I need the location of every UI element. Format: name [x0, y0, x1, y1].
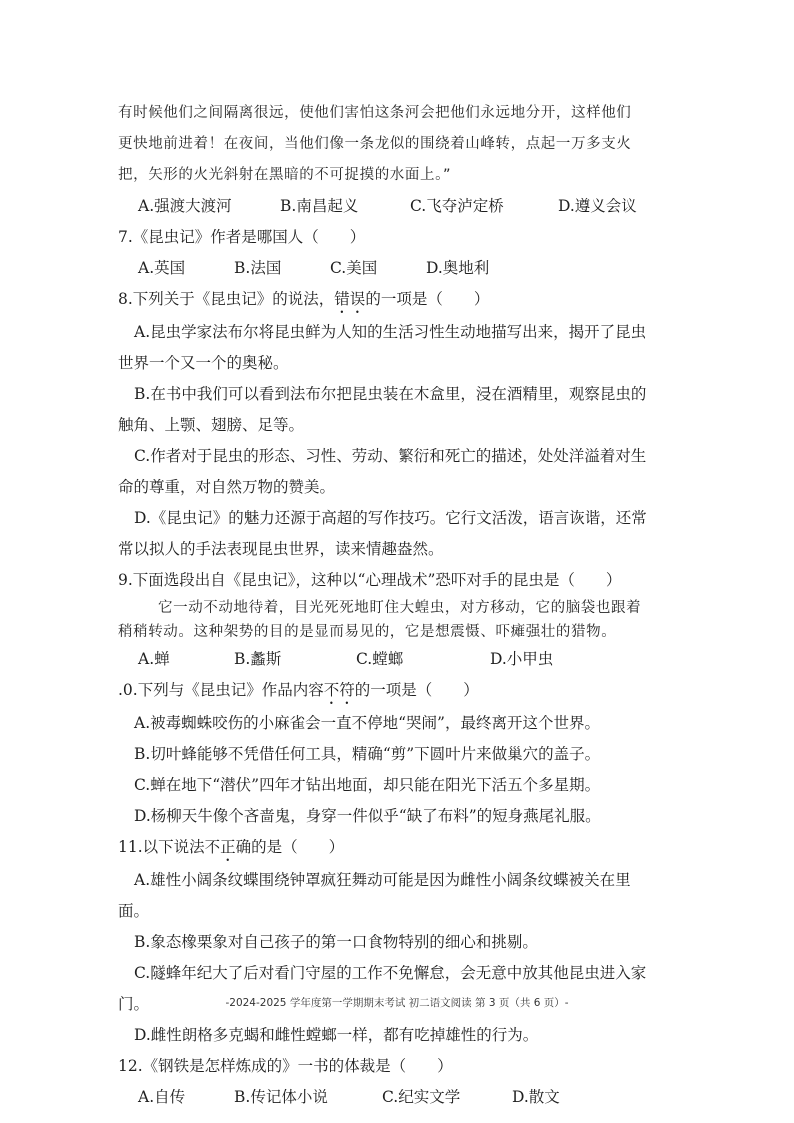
- q10-option-b: B.切叶蜂能够不凭借任何工具，精确“剪”下圆叶片来做巢穴的盖子。: [134, 745, 601, 763]
- passage-line-3: 把，矢形的火光斜射在黑暗的不可捉摸的水面上。”: [118, 167, 452, 183]
- passage-line-1: 有时候他们之间隔离很远，使他们害怕这条河会把他们永远地分开，这样他们: [118, 105, 632, 121]
- q9-stem: 9.下面选段出自《昆虫记》，这种以“心理战术”恐吓对手的昆虫是（ ）: [118, 571, 622, 589]
- q6-option-c: C.飞夺泸定桥: [410, 197, 504, 215]
- q6-options: [118, 191, 678, 222]
- q11-option-b: B.象态橡栗象对自己孩子的第一口食物特别的细心和挑剔。: [134, 933, 538, 951]
- q10-stem-after: 的一项是（ ）: [354, 681, 479, 699]
- q12-option-d: D.散文: [512, 1088, 560, 1106]
- q8-option-d-line-2: 常以拟人的手法表现昆虫世界，读来情趣盎然。: [118, 540, 444, 558]
- q6-option-d: D.遵义会议: [558, 197, 637, 215]
- q8-option-d-line-1: D.《昆虫记》的魅力还源于高超的写作技巧。它行文活泼，语言诙谐，还常: [134, 509, 647, 527]
- q9-option-d: D.小甲虫: [490, 650, 554, 668]
- q8-option-c-line-1: C.作者对于昆虫的形态、习性、劳动、繁衍和死亡的描述，处处洋溢着对生: [134, 447, 647, 465]
- q7-option-b: B.法国: [234, 259, 282, 277]
- q7-option-a: A.英国: [138, 259, 186, 277]
- q6-option-a: A.强渡大渡河: [138, 197, 232, 215]
- q7-option-d: D.奥地利: [426, 259, 490, 277]
- q10-stem-emphasis: 不符: [323, 681, 355, 699]
- q11-stem-emphasis: 正: [220, 838, 236, 856]
- q8-option-b-line-1: B.在书中我们可以看到法布尔把昆虫装在木盒里，浸在酒精里，观察昆虫的: [134, 385, 647, 403]
- q12-option-a: A.自传: [138, 1088, 186, 1106]
- question-content: [118, 98, 678, 1113]
- q10-stem-before: .0.下列与《昆虫记》作品内容: [118, 681, 324, 699]
- q12-stem: 12.《钢铁是怎样炼成的》一书的体裁是（ ）: [118, 1057, 453, 1075]
- q8-option-b-line-2: 触角、上颚、翅膀、足等。: [118, 416, 305, 434]
- q11-stem-before: 11.以下说法不: [118, 838, 221, 856]
- q11-option-c-line-1: C.隧蜂年纪大了后对看门守屋的工作不免懈怠，会无意中放其他昆虫进入家: [134, 964, 647, 982]
- q8-option-c-line-2: 命的尊重，对自然万物的赞美。: [118, 478, 336, 496]
- q8-stem-emphasis: 错误: [334, 290, 366, 308]
- q11-option-d: D.雌性朗格多克蝎和雌性螳螂一样，都有吃掉雄性的行为。: [134, 1026, 539, 1044]
- q12-option-b: B.传记体小说: [234, 1088, 328, 1106]
- q11-option-c-line-2: 门。: [118, 995, 150, 1013]
- q12-option-c: C.纪实文学: [382, 1088, 461, 1106]
- q8-stem-before: 8.下列关于《昆虫记》的说法，: [118, 290, 335, 308]
- q9-option-b: B.蠡斯: [234, 650, 282, 668]
- q9-excerpt-line-1: 它一动不动地待着，目光死死地盯住大蝗虫，对方移动，它的脑袋也跟着: [158, 600, 642, 616]
- q9-options: [118, 644, 678, 675]
- q8-stem-after: 的一项是（ ）: [365, 290, 490, 308]
- q10-option-a: A.被毒蜘蛛咬伤的小麻雀会一直不停地“哭闹”，最终离开这个世界。: [134, 714, 600, 732]
- q10-stem: [118, 675, 678, 708]
- q7-option-c: C.美国: [330, 259, 378, 277]
- q9-excerpt-line-2: 稍稍转动。这种架势的目的是显而易见的，它是想震慑、吓瘫强壮的猎物。: [118, 624, 617, 640]
- q6-option-b: B.南昌起义: [280, 197, 359, 215]
- q8-stem: [118, 284, 678, 317]
- q11-stem: [118, 832, 678, 865]
- q10-option-d: D.杨柳天牛像个吝啬鬼，身穿一件似乎“缺了布料”的短身燕尾礼服。: [134, 807, 601, 825]
- q11-option-a-line-1: A.雄性小阔条纹蝶围绕钟罩疯狂舞动可能是因为雌性小阔条纹蝶被关在里: [134, 871, 631, 889]
- q8-option-a-line-1: A.昆虫学家法布尔将昆虫鲜为人知的生活习性生动地描写出来，揭开了昆虫: [134, 323, 647, 341]
- q11-stem-after: 确的是（ ）: [235, 838, 345, 856]
- q10-option-c: C.蝉在地下“潜伏”四年才钻出地面，却只能在阳光下活五个多星期。: [134, 776, 601, 794]
- q7-options: [118, 253, 678, 284]
- passage-line-2: 更快地前进着！在夜间，当他们像一条龙似的围绕着山峰转，点起一万多支火: [118, 136, 632, 152]
- q12-options: [118, 1082, 678, 1113]
- q8-option-a-line-2: 世界一个又一个的奥秘。: [118, 354, 289, 372]
- q9-option-c: C.螳螂: [356, 650, 404, 668]
- q11-option-a-line-2: 面。: [118, 902, 150, 920]
- q9-option-a: A.蝉: [138, 650, 170, 668]
- q7-stem: 7.《昆虫记》作者是哪国人（ ）: [118, 228, 366, 246]
- page-footer: -2024-2025 学年度第一学期期末考试 初二语文阅读 第 3 页（共 6 页）-: [225, 997, 569, 1009]
